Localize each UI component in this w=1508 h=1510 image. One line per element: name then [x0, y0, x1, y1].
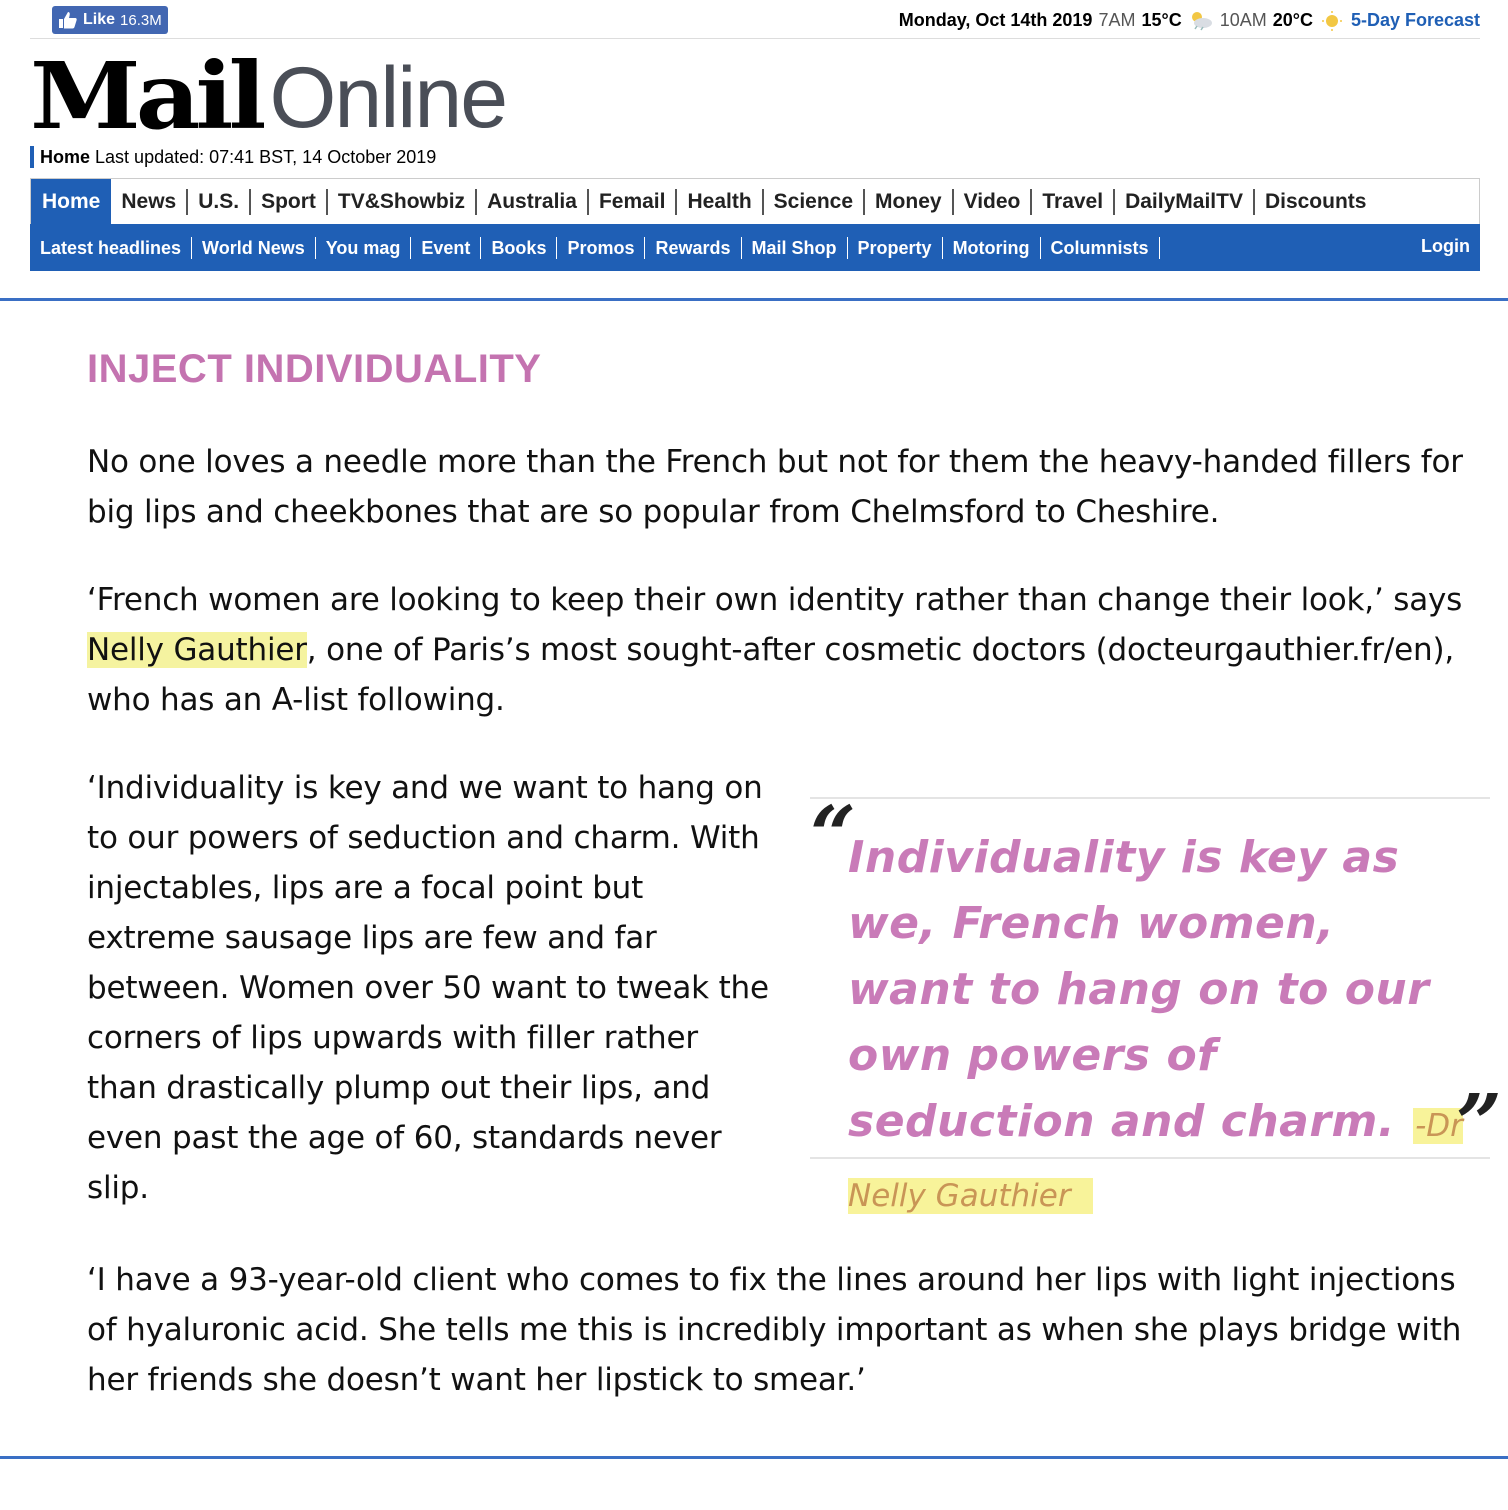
nav-sport[interactable]: Sport — [251, 189, 328, 215]
nav-home[interactable]: Home — [31, 179, 111, 224]
subnav-mail-shop[interactable]: Mail Shop — [742, 237, 848, 259]
paragraph-1: No one loves a needle more than the French but not for them the heavy-handed fillers for big lips and cheekbones that are so popular from Chelmsford to Cheshire. — [87, 444, 1463, 530]
nav-us[interactable]: U.S. — [188, 189, 251, 215]
subnav-promos[interactable]: Promos — [557, 237, 645, 259]
subnav-world-news[interactable]: World News — [192, 237, 316, 259]
paragraph-2-start: ‘French women are looking to keep their own identity rather than change their look,’ says — [87, 582, 1463, 618]
close-quote-mark: ” — [1455, 1076, 1502, 1170]
weather-bar — [899, 6, 1480, 34]
subnav-motoring[interactable]: Motoring — [943, 237, 1041, 259]
section-headline: INJECT INDIVIDUALITY — [87, 347, 542, 391]
pull-quote-attribution: -Dr Nelly Gauthier — [848, 1108, 1463, 1214]
paragraph-2-end: , one of Paris’s most sought-after cosmetic doctors (docteurgauthier.fr/en), who has an A-list following. — [87, 632, 1455, 718]
cloudy-weather-icon — [1188, 9, 1214, 31]
nav-australia[interactable]: Australia — [477, 189, 589, 215]
current-date: Monday, Oct 14th 2019 — [898, 9, 1093, 30]
login-link[interactable]: Login — [1421, 236, 1470, 256]
pull-quote-text: Individuality is key as we, French women, want to hang on to our own powers of seduction and charm. — [848, 832, 1430, 1147]
nav-money[interactable]: Money — [865, 189, 954, 215]
logo-mail-text: Mail — [30, 41, 262, 151]
secondary-nav — [30, 224, 1480, 271]
subnav-you-mag[interactable]: You mag — [316, 237, 412, 259]
weather-time-2: 10AM — [1219, 9, 1267, 30]
weather-temp-1: 15°C — [1141, 9, 1182, 30]
site-header — [0, 0, 1508, 300]
last-updated-line — [30, 146, 436, 168]
nav-dailymailtv[interactable]: DailyMailTV — [1115, 189, 1255, 215]
five-day-forecast-link[interactable]: 5-Day Forecast — [1350, 9, 1480, 30]
thumbs-up-icon — [58, 11, 78, 29]
highlighted-name: Nelly Gauthier — [87, 632, 307, 668]
nav-tvshowbiz[interactable]: TV&Showbiz — [328, 189, 477, 215]
last-updated-text: Last updated: 07:41 BST, 14 October 2019 — [95, 147, 437, 167]
pull-quote-text-block — [848, 825, 1468, 1229]
primary-nav — [31, 179, 1479, 224]
paragraph-4: ‘I have a 93-year-old client who comes to fix the lines around her lips with light injections of hyaluronic acid. She tells me this is incredibly important as when she plays bridge with her friends she doesn’t want her lipstick to smear.’ — [87, 1262, 1462, 1398]
pull-quote — [810, 788, 1502, 1214]
subnav-property[interactable]: Property — [848, 237, 943, 259]
nav-travel[interactable]: Travel — [1032, 189, 1115, 215]
nav-femail[interactable]: Femail — [589, 189, 678, 215]
weather-time-1: 7AM — [1098, 9, 1136, 30]
article-body — [0, 301, 1508, 1459]
paragraph-3: ‘Individuality is key and we want to hang on to our powers of seduction and charm. With injectables, lips are a focal point but extreme sausage lips are few and far between. Women over 50 want to tweak the corners of lips upwards with filler rather than drastically plump out their lips, and even past the age of 60, standards never slip. — [87, 770, 769, 1206]
weather-temp-2: 20°C — [1272, 9, 1313, 30]
facebook-like-count: 16.3M — [120, 11, 162, 29]
subnav-rewards[interactable]: Rewards — [645, 237, 741, 259]
top-divider — [30, 38, 1480, 39]
main-navigation — [30, 178, 1480, 270]
subnav-event[interactable]: Event — [411, 237, 481, 259]
site-logo[interactable] — [30, 41, 507, 151]
nav-video[interactable]: Video — [954, 189, 1033, 215]
footer-divider — [0, 1456, 1508, 1459]
home-breadcrumb[interactable]: Home — [40, 147, 91, 167]
subnav-books[interactable]: Books — [481, 237, 557, 259]
nav-discounts[interactable]: Discounts — [1264, 189, 1367, 213]
logo-online-text: Online — [269, 50, 507, 146]
open-quote-mark: “ — [810, 788, 857, 882]
facebook-like-button[interactable] — [52, 6, 168, 34]
facebook-like-label: Like — [83, 11, 116, 28]
nav-science[interactable]: Science — [764, 189, 865, 215]
sun-icon — [1319, 9, 1345, 31]
subnav-columnists[interactable]: Columnists — [1041, 237, 1160, 259]
nav-news[interactable]: News — [111, 189, 188, 215]
paragraph-2 — [87, 575, 1487, 725]
nav-health[interactable]: Health — [677, 189, 763, 215]
subnav-latest-headlines[interactable]: Latest headlines — [30, 237, 192, 259]
header-inner — [30, 0, 1480, 280]
